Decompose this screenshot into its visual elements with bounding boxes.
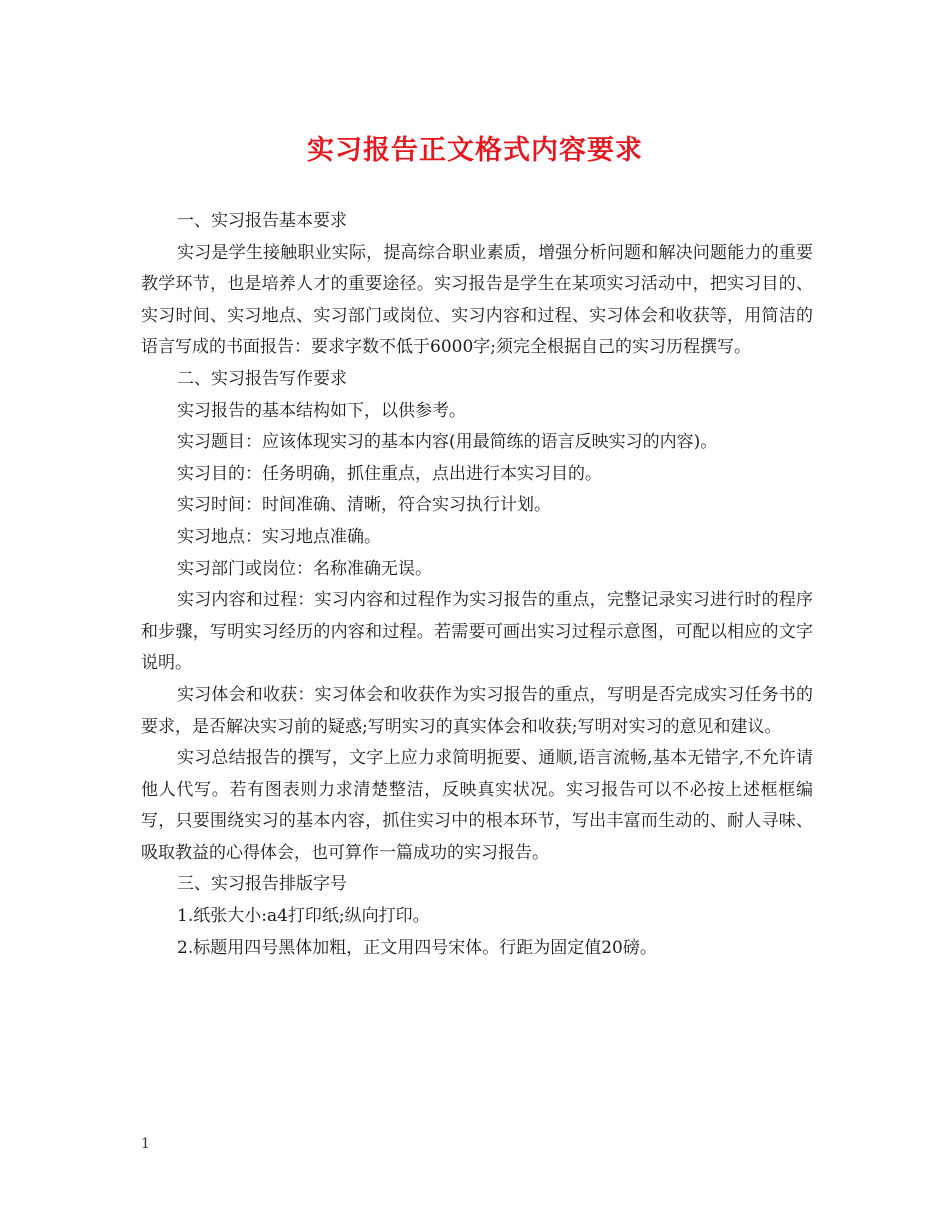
paragraph: 实习题目：应该体现实习的基本内容(用最简练的语言反映实习的内容)。: [177, 432, 718, 453]
paragraph: 实习部门或岗位：名称准确无误。: [177, 558, 432, 579]
paragraph: 实习内容和过程：实习内容和过程作为实习报告的重点，完整记录实习进行时的程序和步骤，写明实习经历的内容和过程。若需要可画出实习过程示意图，可配以相应的文字说明。: [141, 590, 813, 674]
document-body: [141, 206, 813, 964]
paragraph: 实习报告的基本结构如下，以供参考。: [177, 400, 466, 421]
page-number: 1: [141, 1136, 150, 1152]
paragraph: 实习是学生接触职业实际，提高综合职业素质，增强分析问题和解决问题能力的重要教学环节，也是培养人才的重要途径。实习报告是学生在某项实习活动中，把实习目的、实习时间、实习地点、实习部门或岗位、实习内容和过程、实习体会和收获等，用简洁的语言写成的书面报告：要求字数不低于6000字;须完全根据自己的实习历程撰写。: [141, 242, 813, 358]
list-item: 1.纸张大小:a4打印纸;纵向打印。: [177, 906, 430, 927]
paragraph: 实习时间：时间准确、清晰，符合实习执行计划。: [177, 495, 551, 516]
section-heading: 一、实习报告基本要求: [177, 211, 347, 231]
paragraph: 实习总结报告的撰写，文字上应力求简明扼要、通顺,语言流畅,基本无错字,不允许请他人代写。若有图表则力求清楚整洁，反映真实状况。实习报告可以不必按上述框框编写，只要围绕实习的基本内容，抓住实习中的根本环节，写出丰富而生动的、耐人寻味、吸取教益的心得体会，也可算作一篇成功的实习报告。: [141, 748, 813, 863]
document-title: 实习报告正文格式内容要求: [307, 135, 643, 166]
paragraph: 实习地点：实习地点准确。: [177, 526, 381, 547]
section-heading: 二、实习报告写作要求: [177, 368, 347, 389]
paragraph: 实习体会和收获：实习体会和收获作为实习报告的重点，写明是否完成实习任务书的要求，是否解决实习前的疑惑;写明实习的真实体会和收获;写明对实习的意见和建议。: [141, 684, 813, 737]
section-heading: 三、实习报告排版字号: [177, 874, 347, 895]
paragraph: 实习目的：任务明确，抓住重点，点出进行本实习目的。: [177, 463, 602, 484]
list-item: 2.标题用四号黑体加粗，正文用四号宋体。行距为固定值20磅。: [177, 937, 657, 958]
